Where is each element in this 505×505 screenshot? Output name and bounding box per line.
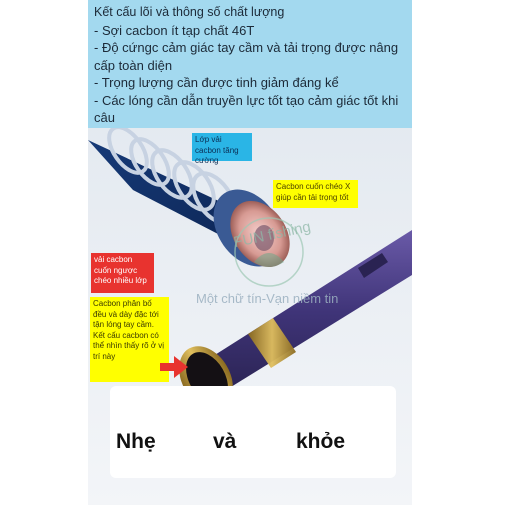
callout-reinforced-layer: Lớp vải cacbon tăng cường — [192, 133, 252, 161]
spec-line: cấp toàn diện — [94, 57, 173, 73]
callout-x-wrap: Cacbon cuốn chéo X giúp cần tải trọng tốt — [273, 180, 358, 208]
tagline-box — [110, 386, 396, 478]
spec-info-box — [88, 0, 412, 128]
watermark-logo — [214, 210, 324, 290]
watermark-slogan: Một chữ tín-Vạn niềm tin — [196, 291, 339, 306]
watermark-brand: FUN fishing — [232, 218, 313, 252]
spec-line: - Các lóng cần dẫn truyền lực tốt tạo cảm giác tốt khi — [94, 92, 399, 108]
tagline-word-and: và — [213, 430, 237, 453]
tagline-word-light: Nhẹ — [116, 430, 156, 453]
spec-line: - Độ cứngc cảm giác tay cầm và tải trọng được nâng — [94, 40, 399, 55]
spec-line: - Sợi cacbon ít tạp chất 46T — [94, 22, 255, 38]
spec-title: Kết cấu lõi và thông số chất lượng — [94, 5, 285, 19]
callout-carbon-distribution: Cacbon phân bố đều và dày đặc tới tận lóng tay cầm. Kết cấu cacbon có thể nhìn thấy rõ ở vị trí này — [90, 297, 169, 382]
tagline-word-strong: khỏe — [296, 430, 346, 453]
arrow-icon — [160, 356, 188, 378]
spec-line: câu — [94, 110, 115, 125]
callout-reverse-wrap: vải cacbon cuốn ngược chéo nhiều lớp — [91, 253, 154, 293]
spec-line: - Trọng lượng cần được tinh giảm đáng kể — [94, 75, 339, 90]
